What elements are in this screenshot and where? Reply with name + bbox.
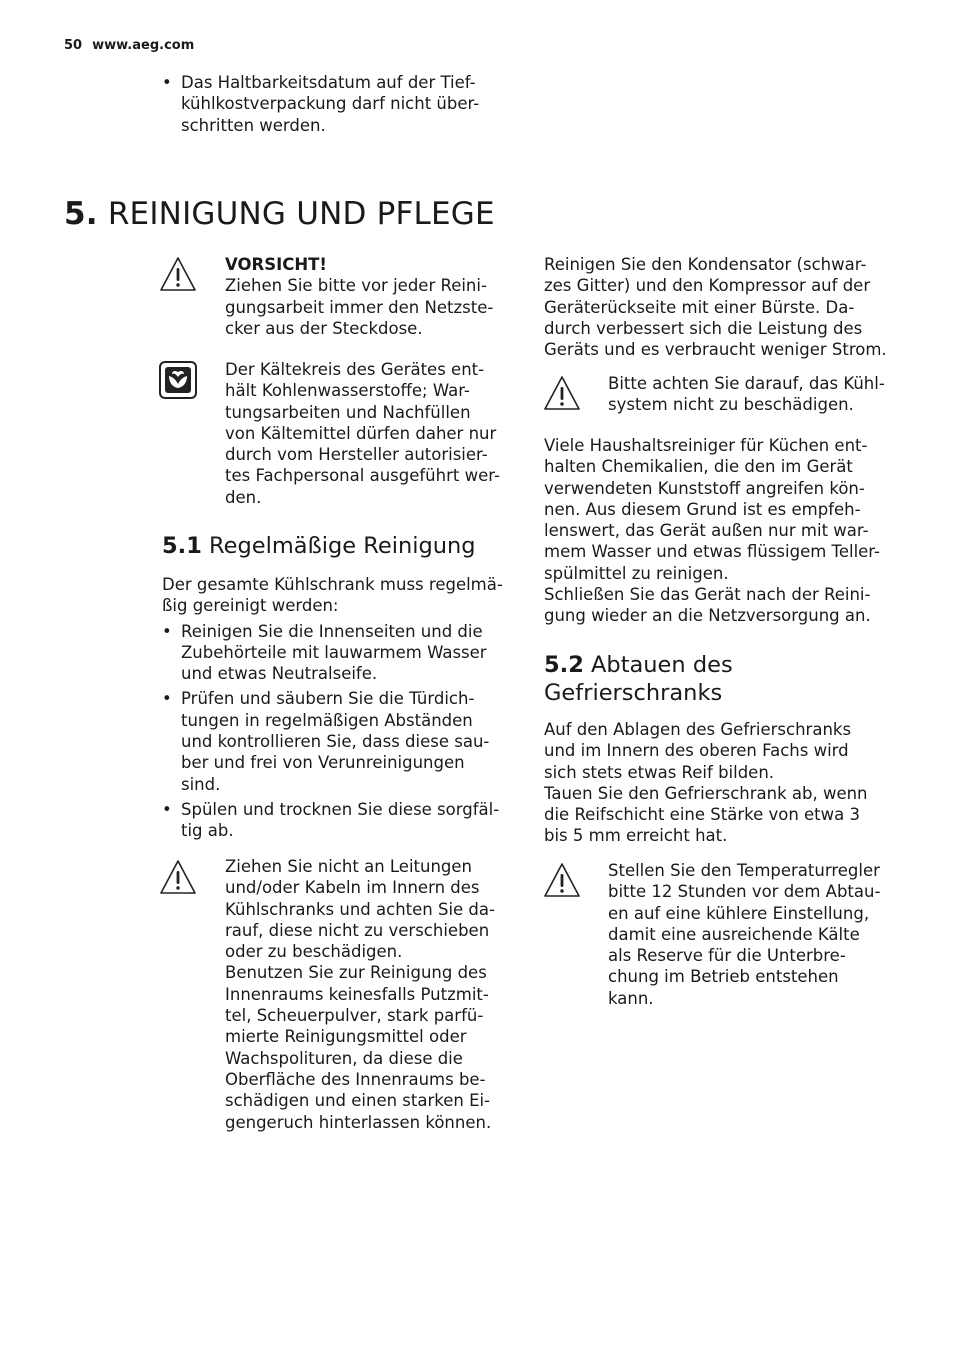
warning-icon	[158, 255, 198, 295]
cleaners-paragraph: Viele Haushaltsreiniger für Küchen ent- halten Chemikalien, die den im Gerät verwendeten Kunststoff angreifen kön- nen. Aus diesem Grund ist es empfeh- lenswert, das Gerät außen nur mit war- mem Wasser und etwas flüssigem Teller- spülmittel zu reinigen. Schließen Sie das Gerät nach der Reini- gung wieder an die Netzversorgung an.	[544, 436, 880, 626]
environment-note: Der Kältekreis des Gerätes ent- hält Kohlenwasserstoffe; War- tungsarbeiten und Nachfüllen von Kältemittel dürfen daher nur durch vom Hersteller autorisier- tes Fachpersonal ausgeführt wer- den.	[225, 360, 500, 507]
environment-icon	[158, 360, 198, 400]
subsection-heading-5-2: 5.2 Abtauen des Gefrierschranks	[544, 652, 733, 706]
top-bullet	[162, 72, 522, 140]
subsection-5-2-body: Auf den Ablagen des Gefrierschranks und im Innern des oberen Fachs wird sich stets etwas Reif bilden. Tauen Sie den Gefrierschrank ab, wenn die Reifschicht eine Stärke von etwa 3 bis 5 mm erreicht hat.	[544, 720, 868, 846]
warning-icon	[542, 374, 582, 414]
warning-icon	[542, 861, 582, 901]
warning-icon	[158, 858, 198, 898]
section-number: 5.	[64, 196, 98, 232]
section-heading	[64, 196, 495, 232]
caution-note: VORSICHT! Ziehen Sie bitte vor jeder Reini- gungsarbeit immer den Netzste- cker aus der Steckdose.	[225, 254, 525, 339]
page-header	[64, 38, 194, 53]
caution-label: VORSICHT!	[225, 255, 327, 274]
condenser-paragraph: Reinigen Sie den Kondensator (schwar- zes Gitter) und den Kompressor auf der Geräterückseite mit einer Bürste. Da- durch verbessert sich die Leistung des Geräts und es verbraucht weniger Strom.	[544, 255, 887, 360]
site-url: www.aeg.com	[92, 38, 195, 53]
page-number: 50	[64, 38, 83, 53]
list-item: • Das Haltbarkeitsdatum auf der Tief- kühlkostverpackung darf nicht über- schritten werden.	[162, 73, 480, 135]
cooling-system-warning: Bitte achten Sie darauf, das Kühl- system nicht zu beschädigen.	[608, 374, 885, 415]
list-item: • Prüfen und säubern Sie die Türdich- tungen in regelmäßigen Abständen und kontrollieren Sie, dass diese sau- ber und frei von Verunreinigungen sind.	[162, 689, 490, 794]
list-item: • Spülen und trocknen Sie diese sorgfäl- tig ab.	[162, 799, 500, 841]
list-item: • Reinigen Sie die Innenseiten und die Zubehörteile mit lauwarmem Wasser und etwas Neutralseife.	[162, 621, 487, 684]
subsection-5-1-body: Der gesamte Kühlschrank muss regelmä- ßig gereinigt werden: • Reinigen Sie die Innenseiten und die Zubehörteile mit lauwarmem Wasser und etwas Neutralseife. • Prüfen und säubern Sie die Türdich- tungen in regelmäßigen Abständen und kontrollieren Sie, dass diese sau- ber und frei von Verunreinigungen sind. • Spülen und trocknen Sie diese sorgfäl- tig ab.	[162, 574, 527, 846]
cleaning-warning: Ziehen Sie nicht an Leitungen und/oder Kabeln im Innern des Kühlschranks und achten Sie da- rauf, diese nicht zu verschieben oder zu beschädigen. Benutzen Sie zur Reinigung des Innenraums keinesfalls Putzmit- tel, Scheuerpulver, stark parfü- mierte Reinigungsmittel oder Wachspolituren, da diese die Oberfläche des Innenraums be- schädigen und einen starken Ei- gengeruch hinterlassen können.	[225, 857, 495, 1132]
subsection-heading-5-1: 5.1 Regelmäßige Reinigung	[162, 533, 476, 559]
section-title: REINIGUNG UND PFLEGE	[107, 196, 495, 232]
defrost-warning: Stellen Sie den Temperaturregler bitte 12 Stunden vor dem Abtau- en auf eine kühlere Einstellung, damit eine ausreichende Kälte als Reserve für die Unterbre- chung im Betrieb entstehen kann.	[608, 861, 881, 1008]
